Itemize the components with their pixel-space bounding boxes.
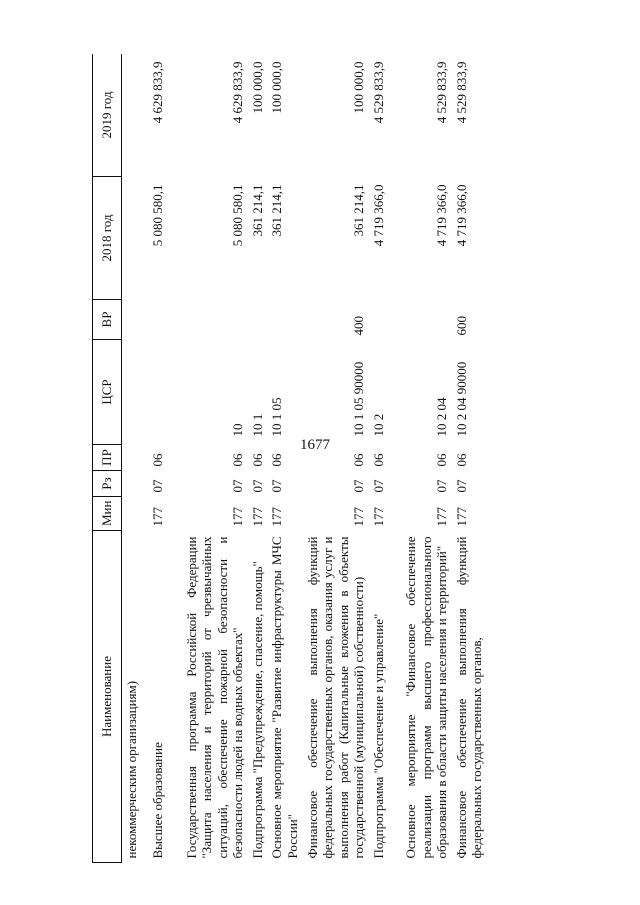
row-rz: 07: [371, 479, 387, 493]
budget-table-rotated: [92, 54, 606, 863]
row-2018: 361 214,1: [269, 184, 285, 237]
row-name: Основное мероприятие "Развитие инфраструктуры МЧС России": [269, 536, 301, 859]
table-row: [267, 54, 302, 863]
row-csr: 10 2 04 90000: [453, 361, 469, 437]
row-rz: 07: [434, 479, 450, 493]
row-pr: 06: [269, 453, 285, 467]
row-2018: 4 719 366,0: [371, 184, 387, 247]
row-min: [122, 497, 148, 531]
row-rz: 07: [149, 479, 165, 493]
row-rz: 07: [230, 479, 246, 493]
row-name: Финансовое обеспечение выполнения функций федеральных государственных органов,: [453, 536, 485, 859]
row-csr: 10: [230, 423, 246, 437]
row-pr: 06: [230, 453, 246, 467]
row-2018: [122, 177, 148, 300]
row-rz: 07: [269, 479, 285, 493]
row-min: 177: [230, 507, 246, 527]
row-2018: 4 719 366,0: [434, 184, 450, 247]
table-row: [452, 54, 487, 863]
col-header-csr: ЦСР: [93, 340, 122, 445]
row-rz: [122, 471, 148, 497]
col-header-2018: 2018 год: [93, 177, 122, 300]
table-row: [401, 54, 452, 863]
row-csr: 10 2 04: [434, 397, 450, 437]
table-row: [303, 54, 369, 863]
row-min: 177: [371, 507, 387, 527]
row-2018: 5 080 580,1: [149, 184, 165, 247]
page-number: 1677: [300, 437, 330, 453]
row-name: Финансовое обеспечение выполнения функций федеральных государственных органов, оказания услуг и выполнения работ (Капитальные вложения в объекты государственной (муниципальной) собственности): [304, 536, 367, 859]
table-header-row: [93, 54, 122, 863]
row-pr: 06: [434, 453, 450, 467]
row-2018: 361 214,1: [351, 184, 367, 237]
row-2019: 4 629 833,9: [149, 61, 165, 124]
row-csr: [148, 340, 182, 445]
table-row: [248, 54, 268, 863]
row-pr: 06: [371, 453, 387, 467]
row-pr: [122, 445, 148, 471]
row-vr: [148, 300, 182, 340]
row-2019: 4 529 833,9: [371, 61, 387, 124]
row-2019: 100 000,0: [351, 61, 367, 114]
row-csr: 10 1: [249, 413, 265, 437]
row-name: Основное мероприятие "Финансовое обеспечение реализации программ высшего профессионального образования в области защиты населения и территорий": [403, 536, 450, 859]
col-header-vr: ВР: [93, 300, 122, 340]
row-min: 177: [149, 507, 165, 527]
col-header-name: Наименование: [93, 531, 122, 863]
row-name: Подпрограмма "Предупреждение, спасение, помощь": [249, 561, 265, 859]
row-2019: 100 000,0: [269, 61, 285, 114]
table-row: [369, 54, 401, 863]
row-2019: [122, 54, 148, 177]
row-pr: 06: [149, 453, 165, 467]
row-name: некоммерческим организациям): [124, 680, 139, 859]
row-rz: 07: [453, 479, 469, 493]
row-min: 177: [269, 507, 285, 527]
row-vr: [182, 300, 248, 340]
row-vr: 400: [351, 316, 367, 336]
row-min: 177: [434, 507, 450, 527]
row-min: 177: [453, 507, 469, 527]
col-header-min: Мин: [93, 497, 122, 531]
row-2019: 4 529 833,9: [434, 61, 450, 124]
row-min: 177: [351, 507, 367, 527]
row-2019: 4 629 833,9: [230, 61, 246, 124]
row-pr: 06: [453, 453, 469, 467]
col-header-pr: ПР: [93, 445, 122, 471]
table-row: [182, 54, 248, 863]
row-2019: 4 529 833,9: [453, 61, 469, 124]
row-vr: [248, 300, 268, 340]
row-name: Высшее образование: [149, 742, 165, 859]
row-csr: 10 2: [371, 413, 387, 437]
table-row: [122, 54, 148, 863]
row-2018: 4 719 366,0: [453, 184, 469, 247]
row-rz: 07: [249, 479, 265, 493]
row-rz: 07: [351, 479, 367, 493]
row-pr: 06: [351, 453, 367, 467]
row-pr: 06: [249, 453, 265, 467]
table-row: [148, 54, 182, 863]
row-vr: [369, 300, 401, 340]
row-vr: [401, 300, 452, 340]
col-header-rz: Рз: [93, 471, 122, 497]
row-name: Государственная программа Российской Федерации "Защита населения и территорий от чрезвычайных ситуаций, обеспечение пожарной безопасности и безопасности людей на водных объектах": [183, 536, 246, 859]
row-min: 177: [249, 507, 265, 527]
row-vr: [267, 300, 302, 340]
row-name: Подпрограмма "Обеспечение и управление": [371, 613, 387, 859]
row-vr: [122, 300, 148, 340]
row-2018: 361 214,1: [249, 184, 265, 237]
row-csr: 10 1 05: [269, 397, 285, 437]
row-vr: 600: [453, 316, 469, 336]
row-csr: 10 1 05 90000: [351, 361, 367, 437]
row-2019: 100 000,0: [249, 61, 265, 114]
budget-table: [92, 54, 487, 863]
row-2018: 5 080 580,1: [230, 184, 246, 247]
row-csr: [122, 340, 148, 445]
col-header-2019: 2019 год: [93, 54, 122, 177]
